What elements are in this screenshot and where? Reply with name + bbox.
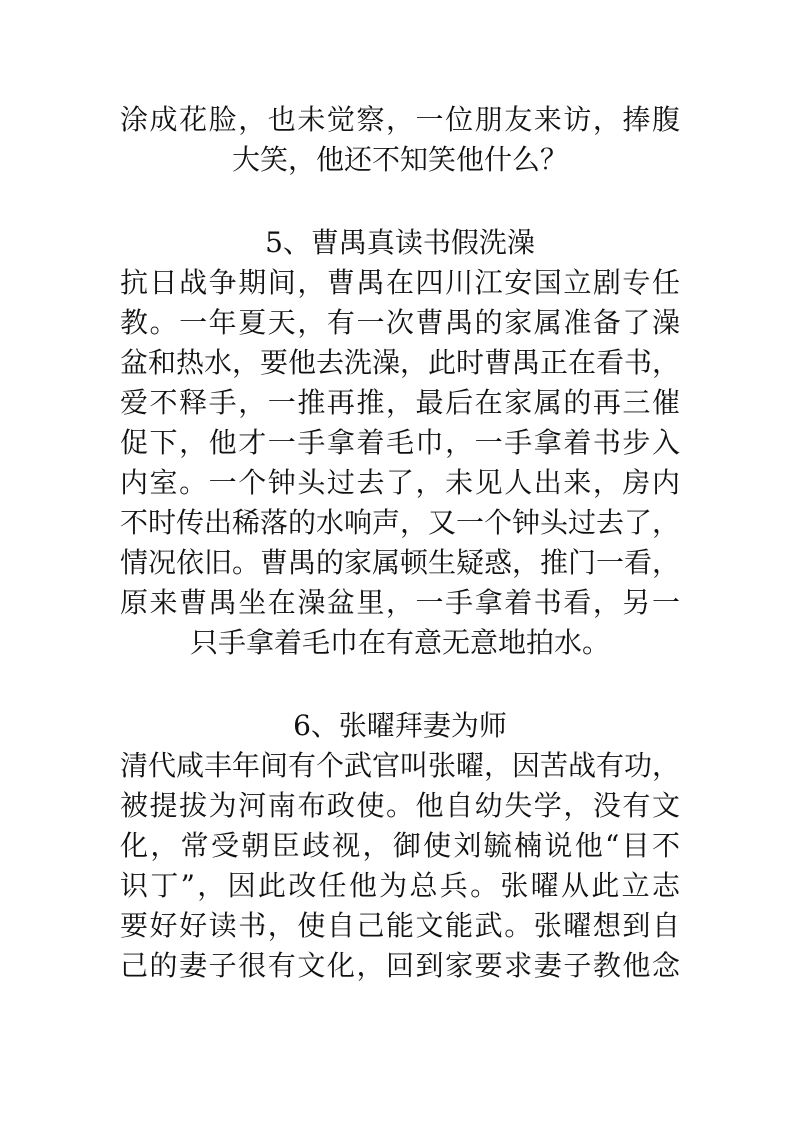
section-5-line-7: 不时传出稀落的水响声，又一个钟头过去了， — [120, 506, 680, 539]
section-6-line-6: 己的妻子很有文化，回到家要求妻子教他念 — [120, 949, 680, 982]
section-5-line-8: 情况依旧。曹禺的家属顿生疑惑，推门一看， — [120, 546, 680, 579]
section-6-line-1: 清代咸丰年间有个武官叫张曜，因苦战有功， — [120, 749, 680, 782]
section-6-line-5: 要好好读书，使自己能文能武。张曜想到自 — [120, 909, 680, 942]
section-5-title: 5、曹禺真读书假洗澡 — [265, 226, 535, 259]
section-6-title: 6、张曜拜妻为师 — [293, 709, 507, 742]
section-6-line-2: 被提拔为河南布政使。他自幼失学，没有文 — [120, 789, 680, 822]
intro-line-1: 涂成花脸，也未觉察，一位朋友来访，捧腹 — [120, 103, 680, 136]
section-5-line-3: 盆和热水，要他去洗澡，此时曹禺正在看书， — [120, 346, 680, 379]
section-5-line-10: 只手拿着毛巾在有意无意地拍水。 — [189, 626, 610, 659]
intro-line-2: 大笑，他还不知笑他什么？ — [231, 143, 568, 176]
section-5-line-6: 内室。一个钟头过去了，未见人出来，房内 — [120, 466, 680, 499]
section-5-line-5: 促下，他才一手拿着毛巾，一手拿着书步入 — [120, 426, 680, 459]
section-5-line-9: 原来曹禺坐在澡盆里，一手拿着书看，另一 — [120, 586, 680, 619]
section-6-line-4: 识丁”，因此改任他为总兵。张曜从此立志 — [120, 869, 680, 902]
section-5-line-2: 教。一年夏天，有一次曹禺的家属准备了澡 — [120, 306, 680, 339]
section-5-line-1: 抗日战争期间，曹禺在四川江安国立剧专任 — [120, 266, 680, 299]
section-5-line-4: 爱不释手，一推再推，最后在家属的再三催 — [120, 386, 680, 419]
section-6-line-3: 化，常受朝臣歧视，御使刘毓楠说他“目不 — [120, 829, 680, 862]
